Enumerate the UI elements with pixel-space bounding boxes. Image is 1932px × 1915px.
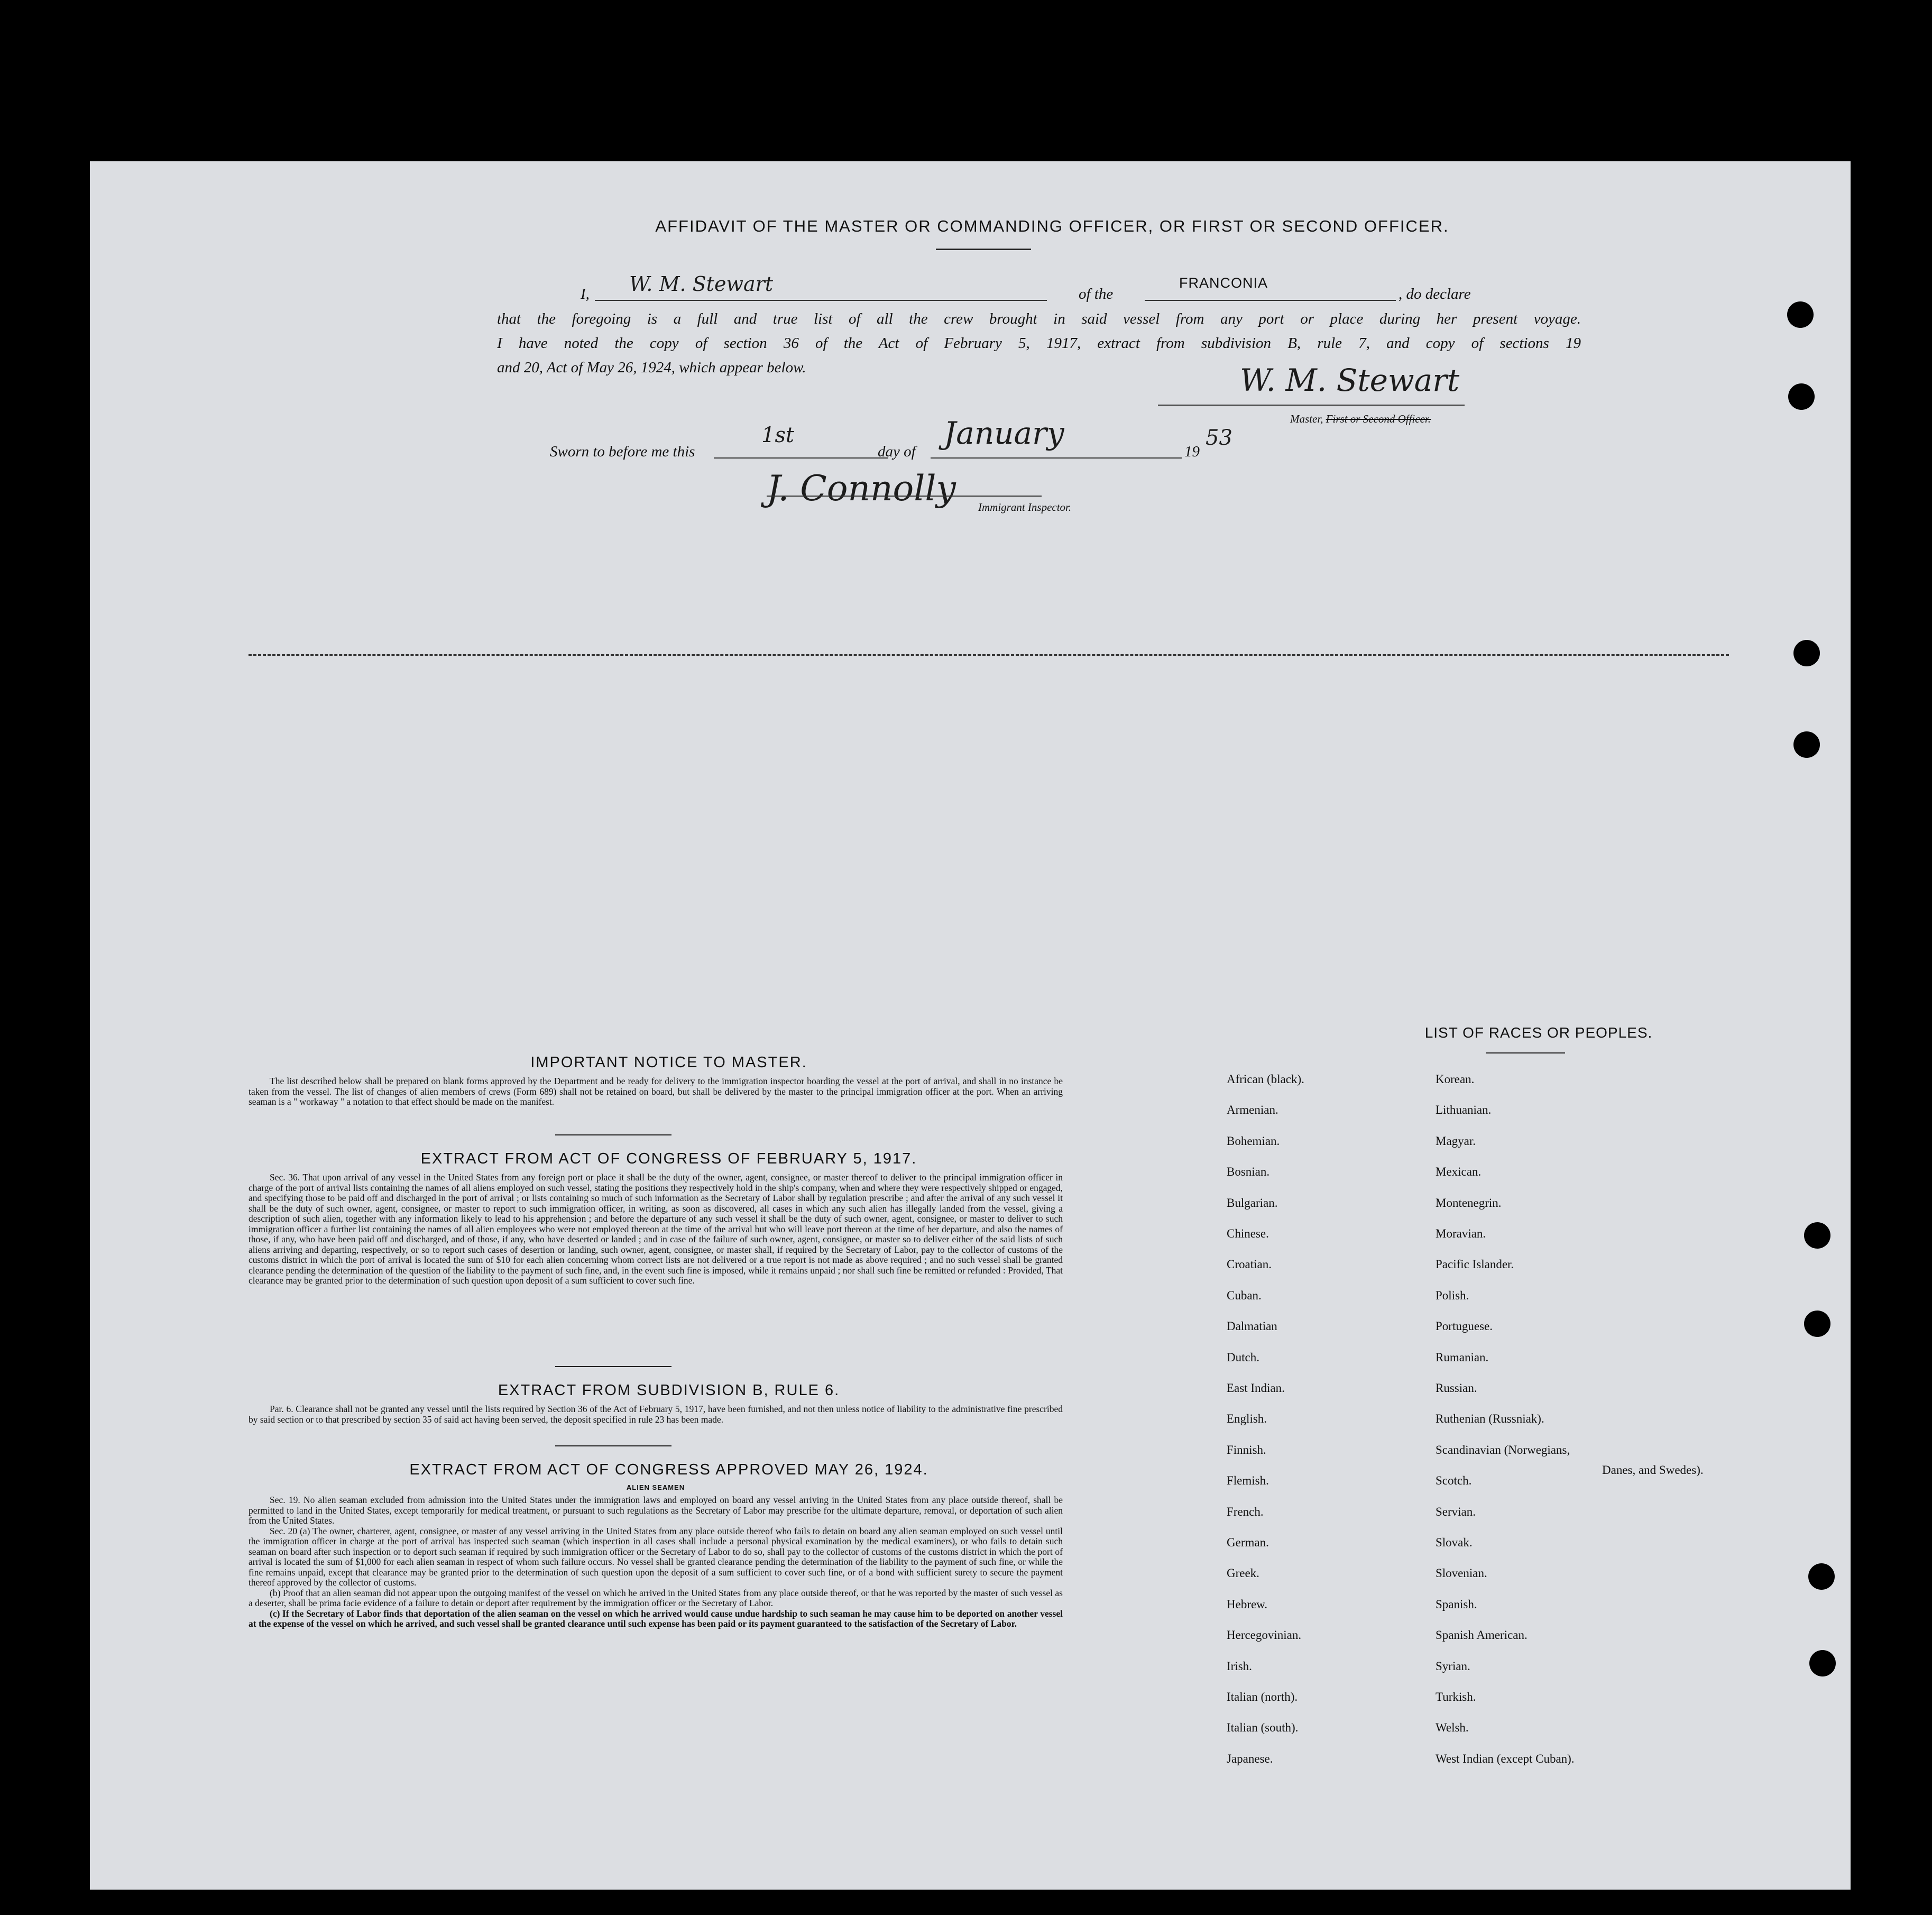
section-divider xyxy=(249,654,1729,656)
extract-1924-text xyxy=(249,1495,1063,1629)
day-line xyxy=(714,457,888,459)
race-item: Servian. xyxy=(1436,1505,1476,1518)
race-item: Russian. xyxy=(1436,1381,1477,1395)
punch-hole xyxy=(1788,383,1815,410)
par-6-paragraph: Par. 6. Clearance shall not be granted any vessel until the lists required by Section 36 of the Act of February 5, 1917, have been furnished, and not then unless notice of liability to the administrative fine prescribed by said section or to that prescribed by section 35 of said act having been served, the deposit specified in rule 23 has been made. xyxy=(249,1404,1063,1425)
punch-hole xyxy=(1804,1222,1830,1249)
race-item: East Indian. xyxy=(1227,1381,1285,1395)
race-item: Japanese. xyxy=(1227,1752,1273,1765)
signature-line xyxy=(1158,405,1465,406)
document-page xyxy=(90,161,1851,1890)
race-item: Lithuanian. xyxy=(1436,1103,1492,1117)
alien-seamen-subtitle: ALIEN SEAMEN xyxy=(626,1483,685,1491)
races-title: LIST OF RACES OR PEOPLES. xyxy=(1424,1024,1653,1041)
punch-hole xyxy=(1793,731,1820,758)
race-item: Ruthenian (Russniak). xyxy=(1436,1412,1544,1426)
race-item: Portuguese. xyxy=(1436,1320,1493,1333)
sworn-month-handwritten: January xyxy=(944,415,1064,451)
subdivision-rule xyxy=(555,1445,671,1446)
race-item: Italian (north). xyxy=(1227,1690,1298,1703)
affidavit-title: AFFIDAVIT OF THE MASTER OR COMMANDING OFFICER, OR FIRST OR SECOND OFFICER. xyxy=(655,217,1449,235)
race-item: Slovak. xyxy=(1436,1536,1473,1549)
race-item: Turkish. xyxy=(1436,1690,1476,1703)
sec-20b-paragraph: (b) Proof that an alien seaman did not appear upon the outgoing manifest of the vessel on which he arrived in the United States from any place outside thereof, or that he was reported by the master of such vessel as a deserter, shall be prima facie evidence of a failure to detain or deport after requirement by the immigration officer or the Secretary of Labor. xyxy=(249,1587,1063,1608)
struck-officer-label: First or Second Officer. xyxy=(1326,413,1431,425)
day-of-label: day of xyxy=(878,443,916,460)
race-item: Irish. xyxy=(1227,1659,1252,1673)
notice-rule xyxy=(555,1134,671,1135)
extract-1917-title: EXTRACT FROM ACT OF CONGRESS OF FEBRUARY 5, 1917. xyxy=(420,1150,917,1167)
race-item: Finnish. xyxy=(1227,1443,1266,1456)
master-name-handwritten: W. M. Stewart xyxy=(629,272,774,296)
race-item: Polish. xyxy=(1436,1288,1469,1302)
year-suffix-handwritten: 53 xyxy=(1206,426,1232,450)
vessel-name: FRANCONIA xyxy=(1179,275,1268,291)
notice-paragraph: The list described below shall be prepared on blank forms approved by the Department and be ready for delivery to the immigration inspector boarding the vessel at the port of arrival, and shall in no instance be taken from the vessel. The list of changes of alien members of crews (Form 689) shall not be retained on board, but shall be delivered by the master to the principal immigration officer at the port. When an arriving seaman is a " workaway " a notation to that effect should be made on the manifest. xyxy=(249,1076,1063,1107)
subdivision-text xyxy=(249,1404,1063,1425)
of-the-label: of the xyxy=(1079,286,1114,303)
punch-hole xyxy=(1793,640,1820,666)
race-scandinavian-cont: Danes, and Swedes). xyxy=(1602,1463,1704,1477)
race-item: Hercegovinian. xyxy=(1227,1628,1302,1642)
vessel-line xyxy=(1145,300,1396,301)
master-signature-label xyxy=(1290,413,1431,426)
sec-20a-paragraph: Sec. 20 (a) The owner, charterer, agent, consignee, or master of any vessel arriving in the United States from any place outside thereof who fails to detain on board any alien seaman employed on such vessel until the immigration officer in charge at the port of arrival has inspected such seaman (which inspection in all cases shall include a personal physical examination by the medical examiners), or who fails to detain such seaman on board after such inspection or to deport such seaman if required by such immigration officer or the Secretary of Labor to do so, shall pay to the collector of customs of the customs district in which the port of arrival is located the sum of $1,000 for each alien seaman in respect of whom such failure occurs. No vessel shall be granted clearance pending the determination of the liability to the payment of such fine, or while the fine remains unpaid, except that clearance may be granted prior to the determination of such question upon the deposit of a sum sufficient to cover such fine, or of a bond with sufficient surety to secure the payment thereof approved by the collector of customs. xyxy=(249,1525,1063,1588)
punch-hole xyxy=(1809,1650,1836,1676)
month-line xyxy=(931,457,1182,459)
sworn-prefix: Sworn to before me this xyxy=(550,443,695,460)
declaration-line-3: and 20, Act of May 26, 1924, which appear below. xyxy=(497,359,806,376)
race-item: Magyar. xyxy=(1436,1134,1476,1148)
race-item: English. xyxy=(1227,1412,1267,1426)
race-item: Spanish American. xyxy=(1436,1628,1528,1642)
race-item: Welsh. xyxy=(1436,1721,1469,1735)
race-item: African (black). xyxy=(1227,1073,1304,1086)
inspector-line xyxy=(767,496,1042,497)
race-item: Korean. xyxy=(1436,1073,1475,1086)
race-item: Dutch. xyxy=(1227,1350,1259,1364)
race-item: Italian (south). xyxy=(1227,1721,1299,1735)
race-item: Scotch. xyxy=(1436,1474,1472,1488)
notice-text xyxy=(249,1076,1063,1107)
race-item: Rumanian. xyxy=(1436,1350,1489,1364)
race-item: West Indian (except Cuban). xyxy=(1436,1752,1575,1765)
race-item: Chinese. xyxy=(1227,1227,1269,1240)
sec-36-paragraph: Sec. 36. That upon arrival of any vessel in the United States from any foreign port or place it shall be the duty of the owner, agent, consignee, or master thereof to deliver to the principal immigration officer in charge of the port of arrival lists containing the names of all aliens employed on such vessel, stating the positions they respectively hold in the ship's company, when and where they were respectively shipped or engaged, and specifying those to be paid off and discharged in the port of arrival ; or lists containing so much of such information as the Secretary of Labor shall by regulation prescribe ; and after the arrival of any such vessel it shall be the duty of such owner, agent, consignee, or master to report to such immigration officer, in writing, as soon as discovered, all cases in which any such alien has illegally landed from the vessel, giving a description of such alien, together with any information likely to lead to his apprehension ; and before the departure of any such vessel it shall be the duty of such owner, agent, consignee, or master to deliver to such immigration officer a further list containing the names of all alien employees who were not employed thereon at the time of the arrival but who will leave port thereon at the time of her departure, and also the names of those, if any, who have been paid off and discharged, and of those, if any, who have deserted or landed ; and in case of the failure of such owner, agent, consignee, or master so to deliver either of the said lists of such aliens arriving and departing, respectively, or so to report such cases of desertion or landing, such owner, agent, consignee, or master shall, if required by the Secretary of Labor, pay to the collector of customs of the customs district in which the port of arrival is located the sum of $10 for each alien concerning whom correct lists are not delivered or a true report is not made as above required ; and no such vessel shall be granted clearance pending the determination of the question of the liability to the payment of such fine, and, in the event such fine is imposed, while it remains unpaid ; nor shall such fine be remitted or refunded : Provided, That clearance may be granted prior to the determination of such question upon deposit of a sum sufficient to cover such fine. xyxy=(249,1172,1063,1286)
race-item: Bulgarian. xyxy=(1227,1196,1278,1210)
race-item: Mexican. xyxy=(1436,1165,1482,1179)
race-item: Pacific Islander. xyxy=(1436,1258,1514,1271)
extract-1924-title: EXTRACT FROM ACT OF CONGRESS APPROVED MAY 26, 1924. xyxy=(409,1461,928,1478)
race-item: Dalmatian xyxy=(1227,1320,1277,1333)
race-item: Spanish. xyxy=(1436,1597,1477,1611)
race-item: Bosnian. xyxy=(1227,1165,1270,1179)
punch-hole xyxy=(1787,301,1814,328)
notice-title: IMPORTANT NOTICE TO MASTER. xyxy=(530,1054,807,1071)
race-item: French. xyxy=(1227,1505,1264,1518)
extract-1917-text xyxy=(249,1172,1063,1286)
inspector-signature: J. Connolly xyxy=(767,468,956,509)
name-line xyxy=(595,300,1047,301)
i-label: I, xyxy=(581,286,590,303)
races-rule xyxy=(1486,1052,1565,1053)
race-item: Slovenian. xyxy=(1436,1566,1487,1580)
subdivision-title: EXTRACT FROM SUBDIVISION B, RULE 6. xyxy=(498,1382,840,1399)
inspector-label: Immigrant Inspector. xyxy=(978,501,1072,514)
sec-19-paragraph: Sec. 19. No alien seaman excluded from admission into the United States under the immigration laws and employed on board any vessel arriving in the United States from any place outside thereof, shall be permitted to land in the United States, except temporarily for medical treatment, or pursuant to such regulations as the Secretary of Labor may prescribe for the ultimate departure, removal, or deportation of such alien from the United States. xyxy=(249,1495,1063,1526)
declaration-line-1: that the foregoing is a full and true list of all the crew brought in said vessel from any port or place during her present voyage. xyxy=(497,310,1581,327)
race-item: German. xyxy=(1227,1536,1269,1549)
year-prefix: 19 xyxy=(1184,443,1200,460)
master-signature: W. M. Stewart xyxy=(1240,362,1460,398)
race-item: Greek. xyxy=(1227,1566,1259,1580)
race-item: Hebrew. xyxy=(1227,1597,1268,1611)
sworn-day-handwritten: 1st xyxy=(761,423,795,447)
master-label: Master, xyxy=(1290,413,1323,425)
extract-1917-rule xyxy=(555,1366,671,1367)
race-item: Croatian. xyxy=(1227,1258,1272,1271)
race-item: Bohemian. xyxy=(1227,1134,1280,1148)
title-underline xyxy=(936,249,1031,250)
race-item: Flemish. xyxy=(1227,1474,1269,1488)
race-item: Cuban. xyxy=(1227,1288,1262,1302)
race-item: Syrian. xyxy=(1436,1659,1470,1673)
do-declare-label: , do declare xyxy=(1399,286,1471,303)
race-item: Montenegrin. xyxy=(1436,1196,1502,1210)
race-item: Scandinavian (Norwegians, xyxy=(1436,1443,1570,1456)
declaration-line-2: I have noted the copy of section 36 of the Act of February 5, 1917, extract from subdivision B, rule 7, and copy of sections 19 xyxy=(497,335,1581,352)
race-item: Armenian. xyxy=(1227,1103,1278,1117)
punch-hole xyxy=(1808,1563,1835,1590)
sec-20c-paragraph: (c) If the Secretary of Labor finds that deportation of the alien seaman on the vessel on which he arrived would cause undue hardship to such seaman he may cause him to be deported on another vessel at the expense of the vessel on which he arrived, and such vessel shall be granted clearance until such expense has been paid or its payment guaranteed to the satisfaction of the Secretary of Labor. xyxy=(249,1608,1063,1629)
punch-hole xyxy=(1804,1311,1830,1337)
race-item: Moravian. xyxy=(1436,1227,1486,1240)
